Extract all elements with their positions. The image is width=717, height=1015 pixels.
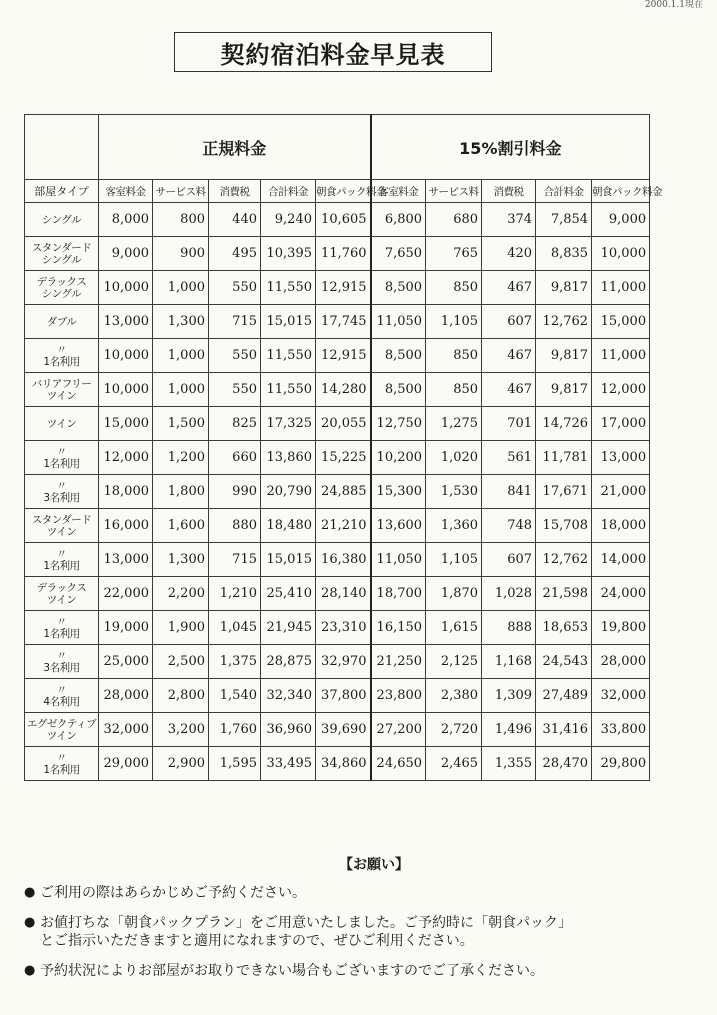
rate-cell: 2,720 bbox=[426, 713, 482, 747]
room-type-line: ツイン bbox=[46, 417, 77, 430]
rate-cell: 13,000 bbox=[99, 305, 153, 339]
rate-cell: 16,380 bbox=[316, 543, 371, 577]
table-row bbox=[25, 577, 650, 611]
rate-cell: 2,125 bbox=[426, 645, 482, 679]
table-row bbox=[25, 407, 650, 441]
note-text bbox=[40, 884, 306, 902]
rate-cell: 12,750 bbox=[371, 407, 426, 441]
rate-cell: 28,000 bbox=[592, 645, 650, 679]
room-type-cell bbox=[25, 679, 99, 713]
rate-cell: 10,395 bbox=[261, 237, 316, 271]
rate-cell: 11,050 bbox=[371, 543, 426, 577]
rate-cell: 2,800 bbox=[153, 679, 209, 713]
room-type-cell bbox=[25, 543, 99, 577]
rate-cell: 1,000 bbox=[153, 271, 209, 305]
rate-cell: 1,045 bbox=[209, 611, 261, 645]
rate-cell: 1,540 bbox=[209, 679, 261, 713]
column-header: 客室料金 bbox=[99, 180, 153, 203]
rate-cell: 9,000 bbox=[592, 203, 650, 237]
rate-cell: 1,210 bbox=[209, 577, 261, 611]
rate-cell: 27,200 bbox=[371, 713, 426, 747]
column-header: 合計料金 bbox=[536, 180, 592, 203]
rate-table-body bbox=[25, 203, 650, 781]
rate-cell: 16,150 bbox=[371, 611, 426, 645]
rate-cell: 1,300 bbox=[153, 305, 209, 339]
rate-cell: 1,000 bbox=[153, 339, 209, 373]
column-header-room-type: 部屋タイプ bbox=[25, 180, 99, 203]
column-header: 朝食パック料金 bbox=[316, 180, 371, 203]
room-type-line: シングル bbox=[41, 253, 82, 266]
rate-cell: 765 bbox=[426, 237, 482, 271]
rate-cell: 12,000 bbox=[99, 441, 153, 475]
rate-cell: 29,800 bbox=[592, 747, 650, 781]
rate-cell: 13,000 bbox=[592, 441, 650, 475]
column-header: サービス料 bbox=[153, 180, 209, 203]
rate-cell: 11,760 bbox=[316, 237, 371, 271]
note-item bbox=[24, 962, 684, 980]
bullet-icon: ● bbox=[24, 963, 36, 978]
rate-cell: 36,960 bbox=[261, 713, 316, 747]
rate-cell: 1,375 bbox=[209, 645, 261, 679]
rate-cell: 1,900 bbox=[153, 611, 209, 645]
table-row bbox=[25, 203, 650, 237]
rate-cell: 420 bbox=[482, 237, 536, 271]
rate-cell: 21,000 bbox=[592, 475, 650, 509]
rate-cell: 17,745 bbox=[316, 305, 371, 339]
rate-cell: 1,105 bbox=[426, 543, 482, 577]
rate-cell: 748 bbox=[482, 509, 536, 543]
rate-cell: 680 bbox=[426, 203, 482, 237]
rate-cell: 15,000 bbox=[592, 305, 650, 339]
room-type-line: 1名利用 bbox=[43, 355, 80, 368]
rate-cell: 15,015 bbox=[261, 305, 316, 339]
rate-cell: 1,760 bbox=[209, 713, 261, 747]
room-type-cell bbox=[25, 271, 99, 305]
rate-cell: 550 bbox=[209, 339, 261, 373]
rate-cell: 18,700 bbox=[371, 577, 426, 611]
rate-cell: 32,970 bbox=[316, 645, 371, 679]
bullet-icon: ● bbox=[24, 885, 36, 900]
room-type-cell bbox=[25, 645, 99, 679]
table-row bbox=[25, 543, 650, 577]
rate-cell: 21,598 bbox=[536, 577, 592, 611]
rate-cell: 33,495 bbox=[261, 747, 316, 781]
room-type-line: ツイン bbox=[46, 593, 77, 606]
rate-cell: 15,225 bbox=[316, 441, 371, 475]
room-type-line: バリアフリー bbox=[31, 377, 92, 390]
rate-cell: 24,885 bbox=[316, 475, 371, 509]
room-type-line: 〃 bbox=[56, 683, 67, 696]
rate-cell: 440 bbox=[209, 203, 261, 237]
rate-cell: 1,000 bbox=[153, 373, 209, 407]
rate-cell: 825 bbox=[209, 407, 261, 441]
column-header: 消費税 bbox=[482, 180, 536, 203]
rate-cell: 12,915 bbox=[316, 271, 371, 305]
rate-cell: 850 bbox=[426, 271, 482, 305]
room-type-cell bbox=[25, 373, 99, 407]
rate-cell: 660 bbox=[209, 441, 261, 475]
rate-cell: 15,015 bbox=[261, 543, 316, 577]
rate-cell: 28,470 bbox=[536, 747, 592, 781]
rate-cell: 20,055 bbox=[316, 407, 371, 441]
note-line: ご利用の際はあらかじめご予約ください。 bbox=[40, 885, 306, 901]
rate-cell: 1,355 bbox=[482, 747, 536, 781]
rate-cell: 10,000 bbox=[99, 373, 153, 407]
notes-heading: 【お願い】 bbox=[339, 857, 409, 873]
room-type-line: ダブル bbox=[46, 315, 77, 328]
room-type-line: デラックス bbox=[36, 581, 87, 594]
rate-cell: 1,615 bbox=[426, 611, 482, 645]
rate-cell: 22,000 bbox=[99, 577, 153, 611]
room-type-line: スタンダード bbox=[31, 513, 92, 526]
rate-cell: 11,050 bbox=[371, 305, 426, 339]
rate-cell: 8,500 bbox=[371, 339, 426, 373]
rate-cell: 11,000 bbox=[592, 271, 650, 305]
rate-cell: 1,360 bbox=[426, 509, 482, 543]
room-type-cell bbox=[25, 237, 99, 271]
rate-cell: 11,550 bbox=[261, 373, 316, 407]
table-row bbox=[25, 475, 650, 509]
regular-rate-header: 正規料金 bbox=[99, 115, 371, 180]
rate-cell: 24,000 bbox=[592, 577, 650, 611]
rate-cell: 607 bbox=[482, 543, 536, 577]
room-type-line: 〃 bbox=[56, 445, 67, 458]
rate-cell: 6,800 bbox=[371, 203, 426, 237]
rate-cell: 10,000 bbox=[99, 271, 153, 305]
rate-cell: 39,690 bbox=[316, 713, 371, 747]
rate-cell: 31,416 bbox=[536, 713, 592, 747]
room-type-cell bbox=[25, 441, 99, 475]
rate-cell: 1,168 bbox=[482, 645, 536, 679]
rate-cell: 32,000 bbox=[592, 679, 650, 713]
table-row bbox=[25, 713, 650, 747]
rate-cell: 8,835 bbox=[536, 237, 592, 271]
room-type-cell bbox=[25, 339, 99, 373]
rate-cell: 900 bbox=[153, 237, 209, 271]
rate-cell: 9,240 bbox=[261, 203, 316, 237]
rate-cell: 7,650 bbox=[371, 237, 426, 271]
note-text bbox=[40, 914, 572, 950]
rate-cell: 18,000 bbox=[99, 475, 153, 509]
note-line: お値打ちな「朝食パックプラン」をご用意いたしました。ご予約時に「朝食パック」 bbox=[40, 915, 572, 931]
rate-cell: 1,300 bbox=[153, 543, 209, 577]
rate-cell: 10,200 bbox=[371, 441, 426, 475]
rate-cell: 27,489 bbox=[536, 679, 592, 713]
rate-cell: 715 bbox=[209, 543, 261, 577]
table-row bbox=[25, 747, 650, 781]
table-row bbox=[25, 611, 650, 645]
rate-cell: 24,543 bbox=[536, 645, 592, 679]
table-row bbox=[25, 271, 650, 305]
room-type-line: 3名利用 bbox=[43, 661, 80, 674]
rate-cell: 9,817 bbox=[536, 271, 592, 305]
rate-cell: 11,000 bbox=[592, 339, 650, 373]
rate-cell: 21,250 bbox=[371, 645, 426, 679]
rate-cell: 467 bbox=[482, 373, 536, 407]
note-item bbox=[24, 884, 684, 902]
rate-cell: 28,000 bbox=[99, 679, 153, 713]
rate-cell: 1,309 bbox=[482, 679, 536, 713]
rate-cell: 1,800 bbox=[153, 475, 209, 509]
rate-cell: 841 bbox=[482, 475, 536, 509]
rate-cell: 21,210 bbox=[316, 509, 371, 543]
room-type-line: 〃 bbox=[56, 649, 67, 662]
rate-cell: 467 bbox=[482, 271, 536, 305]
table-row bbox=[25, 305, 650, 339]
rate-cell: 24,650 bbox=[371, 747, 426, 781]
room-type-line: スタンダード bbox=[31, 241, 92, 254]
table-row bbox=[25, 373, 650, 407]
rate-cell: 21,945 bbox=[261, 611, 316, 645]
rate-cell: 8,000 bbox=[99, 203, 153, 237]
room-type-cell bbox=[25, 577, 99, 611]
rate-cell: 15,000 bbox=[99, 407, 153, 441]
rate-cell: 15,300 bbox=[371, 475, 426, 509]
rate-cell: 19,800 bbox=[592, 611, 650, 645]
room-type-line: 〃 bbox=[56, 479, 67, 492]
rate-cell: 1,028 bbox=[482, 577, 536, 611]
rate-cell: 1,600 bbox=[153, 509, 209, 543]
rate-table bbox=[24, 114, 663, 781]
room-type-line: 1名利用 bbox=[43, 457, 80, 470]
rate-cell: 8,500 bbox=[371, 373, 426, 407]
rate-cell: 14,726 bbox=[536, 407, 592, 441]
rate-cell: 1,595 bbox=[209, 747, 261, 781]
room-type-cell bbox=[25, 305, 99, 339]
rate-cell: 23,310 bbox=[316, 611, 371, 645]
date-note: 2000.1.1現在 bbox=[644, 0, 703, 10]
room-type-line: 3名利用 bbox=[43, 491, 80, 504]
column-header: 朝食パック料金 bbox=[592, 180, 650, 203]
rate-cell: 9,817 bbox=[536, 373, 592, 407]
rate-cell: 8,500 bbox=[371, 271, 426, 305]
rate-cell: 12,762 bbox=[536, 543, 592, 577]
rate-cell: 9,000 bbox=[99, 237, 153, 271]
rate-cell: 17,671 bbox=[536, 475, 592, 509]
room-type-line: 1名利用 bbox=[43, 627, 80, 640]
rate-cell: 33,800 bbox=[592, 713, 650, 747]
rate-cell: 2,380 bbox=[426, 679, 482, 713]
column-header: 合計料金 bbox=[261, 180, 316, 203]
column-header: 消費税 bbox=[209, 180, 261, 203]
rate-cell: 20,790 bbox=[261, 475, 316, 509]
rate-cell: 495 bbox=[209, 237, 261, 271]
notes-section bbox=[24, 854, 684, 992]
rate-cell: 880 bbox=[209, 509, 261, 543]
rate-cell: 25,410 bbox=[261, 577, 316, 611]
rate-cell: 10,000 bbox=[99, 339, 153, 373]
rate-cell: 850 bbox=[426, 339, 482, 373]
rate-cell: 1,870 bbox=[426, 577, 482, 611]
room-type-line: 1名利用 bbox=[43, 763, 80, 776]
rate-cell: 32,000 bbox=[99, 713, 153, 747]
table-row bbox=[25, 679, 650, 713]
column-header: 客室料金 bbox=[371, 180, 426, 203]
room-type-cell bbox=[25, 407, 99, 441]
rate-cell: 29,000 bbox=[99, 747, 153, 781]
rate-cell: 1,200 bbox=[153, 441, 209, 475]
rate-cell: 715 bbox=[209, 305, 261, 339]
rate-cell: 561 bbox=[482, 441, 536, 475]
corner-cell bbox=[25, 115, 99, 180]
rate-cell: 1,530 bbox=[426, 475, 482, 509]
rate-cell: 12,762 bbox=[536, 305, 592, 339]
room-type-cell bbox=[25, 203, 99, 237]
rate-cell: 550 bbox=[209, 373, 261, 407]
rate-cell: 11,781 bbox=[536, 441, 592, 475]
table-row bbox=[25, 509, 650, 543]
rate-cell: 607 bbox=[482, 305, 536, 339]
page-title: 契約宿泊料金早見表 bbox=[174, 32, 492, 72]
room-type-cell bbox=[25, 713, 99, 747]
room-type-line: 〃 bbox=[56, 547, 67, 560]
rate-cell: 1,275 bbox=[426, 407, 482, 441]
room-type-line: 〃 bbox=[56, 751, 67, 764]
rate-cell: 37,800 bbox=[316, 679, 371, 713]
rate-cell: 701 bbox=[482, 407, 536, 441]
rate-cell: 467 bbox=[482, 339, 536, 373]
discount-rate-header: 15%割引料金 bbox=[371, 115, 650, 180]
room-type-line: 1名利用 bbox=[43, 559, 80, 572]
rate-cell: 2,465 bbox=[426, 747, 482, 781]
room-type-cell bbox=[25, 475, 99, 509]
rate-cell: 9,817 bbox=[536, 339, 592, 373]
rate-cell: 888 bbox=[482, 611, 536, 645]
rate-cell: 12,915 bbox=[316, 339, 371, 373]
room-type-line: ツイン bbox=[46, 525, 77, 538]
room-type-line: ツイン bbox=[46, 389, 77, 402]
rate-cell: 19,000 bbox=[99, 611, 153, 645]
rate-cell: 28,875 bbox=[261, 645, 316, 679]
rate-cell: 17,000 bbox=[592, 407, 650, 441]
room-type-line: 〃 bbox=[56, 343, 67, 356]
rate-cell: 7,854 bbox=[536, 203, 592, 237]
rate-cell: 17,325 bbox=[261, 407, 316, 441]
rate-cell: 850 bbox=[426, 373, 482, 407]
rate-cell: 14,000 bbox=[592, 543, 650, 577]
rate-cell: 3,200 bbox=[153, 713, 209, 747]
rate-cell: 18,480 bbox=[261, 509, 316, 543]
room-type-line: 〃 bbox=[56, 615, 67, 628]
rate-cell: 10,605 bbox=[316, 203, 371, 237]
room-type-cell bbox=[25, 509, 99, 543]
rate-cell: 13,860 bbox=[261, 441, 316, 475]
rate-cell: 2,500 bbox=[153, 645, 209, 679]
rate-cell: 34,860 bbox=[316, 747, 371, 781]
rate-cell: 18,653 bbox=[536, 611, 592, 645]
note-line: 予約状況によりお部屋がお取りできない場合もございますのでご了承ください。 bbox=[40, 963, 544, 979]
rate-cell: 25,000 bbox=[99, 645, 153, 679]
rate-cell: 2,200 bbox=[153, 577, 209, 611]
rate-cell: 16,000 bbox=[99, 509, 153, 543]
rate-cell: 1,500 bbox=[153, 407, 209, 441]
table-row bbox=[25, 237, 650, 271]
rate-cell: 13,000 bbox=[99, 543, 153, 577]
room-type-line: シングル bbox=[41, 213, 82, 226]
rate-cell: 11,550 bbox=[261, 339, 316, 373]
rate-cell: 18,000 bbox=[592, 509, 650, 543]
table-row bbox=[25, 645, 650, 679]
note-item bbox=[24, 914, 684, 950]
rate-cell: 374 bbox=[482, 203, 536, 237]
note-text bbox=[40, 962, 544, 980]
rate-cell: 1,105 bbox=[426, 305, 482, 339]
table-row bbox=[25, 339, 650, 373]
rate-cell: 800 bbox=[153, 203, 209, 237]
rate-cell: 990 bbox=[209, 475, 261, 509]
rate-cell: 13,600 bbox=[371, 509, 426, 543]
room-type-line: デラックス bbox=[36, 275, 87, 288]
rate-cell: 28,140 bbox=[316, 577, 371, 611]
column-header: サービス料 bbox=[426, 180, 482, 203]
note-line: とご指示いただきますと適用になれますので、ぜひご利用ください。 bbox=[40, 933, 474, 949]
rate-cell: 11,550 bbox=[261, 271, 316, 305]
rate-cell: 1,020 bbox=[426, 441, 482, 475]
rate-cell: 14,280 bbox=[316, 373, 371, 407]
rate-cell: 15,708 bbox=[536, 509, 592, 543]
bullet-icon: ● bbox=[24, 915, 36, 930]
rate-cell: 10,000 bbox=[592, 237, 650, 271]
rate-cell: 23,800 bbox=[371, 679, 426, 713]
rate-cell: 12,000 bbox=[592, 373, 650, 407]
room-type-line: エグゼクティブ bbox=[26, 717, 97, 730]
room-type-cell bbox=[25, 747, 99, 781]
room-type-cell bbox=[25, 611, 99, 645]
column-header-row bbox=[25, 180, 650, 203]
rate-cell: 550 bbox=[209, 271, 261, 305]
rate-cell: 32,340 bbox=[261, 679, 316, 713]
table-row bbox=[25, 441, 650, 475]
room-type-line: ツイン bbox=[46, 729, 77, 742]
rate-cell: 2,900 bbox=[153, 747, 209, 781]
notes-list bbox=[24, 884, 684, 980]
room-type-line: 4名利用 bbox=[43, 695, 80, 708]
room-type-line: シングル bbox=[41, 287, 82, 300]
rate-cell: 1,496 bbox=[482, 713, 536, 747]
